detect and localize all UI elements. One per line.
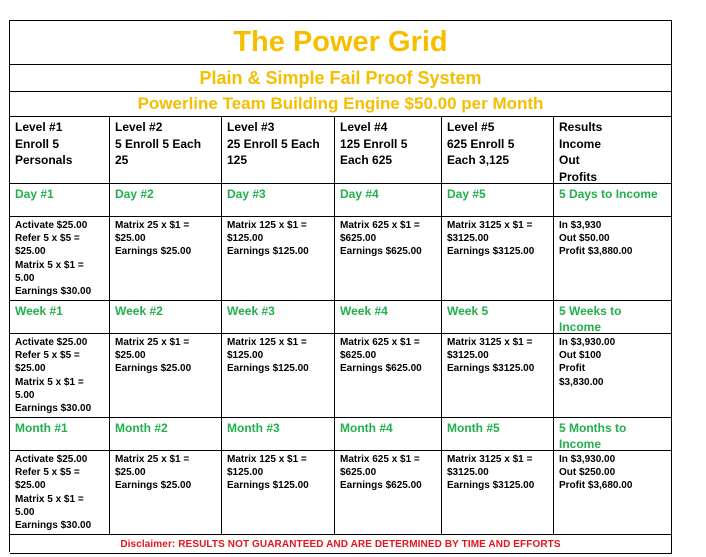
period-label-cell: Day #1 [10, 184, 110, 217]
period-label-cell: 5 Weeks to Income [554, 301, 672, 334]
detail-cell: Matrix 25 x $1 = $25.00 Earnings $25.00 [110, 217, 222, 301]
period-label-cell: Week #1 [10, 301, 110, 334]
header-cell-level-4: Level #4 125 Enroll 5 Each 625 [335, 117, 442, 184]
detail-cell: Matrix 625 x $1 = $625.00 Earnings $625.00 [335, 334, 442, 418]
page-subtitle-secondary: Powerline Team Building Engine $50.00 per Month [10, 92, 672, 117]
header-cell-level-3: Level #3 25 Enroll 5 Each 125 [222, 117, 335, 184]
period-label-cell: Month #1 [10, 418, 110, 451]
header-cell-level-1: Level #1 Enroll 5 Personals [10, 117, 110, 184]
detail-cell: Matrix 25 x $1 = $25.00 Earnings $25.00 [110, 334, 222, 418]
detail-cell: Matrix 3125 x $1 = $3125.00 Earnings $3125.00 [442, 217, 554, 301]
detail-cell: In $3,930 Out $50.00 Profit $3,880.00 [554, 217, 672, 301]
header-cell-level-6: Results Income Out Profits [554, 117, 672, 184]
period-label-cell: Week #2 [110, 301, 222, 334]
header-cell-level-2: Level #2 5 Enroll 5 Each 25 [110, 117, 222, 184]
detail-cell: Matrix 125 x $1 = $125.00 Earnings $125.00 [222, 334, 335, 418]
period-label-cell: Week 5 [442, 301, 554, 334]
period-label-cell: 5 Months to Income [554, 418, 672, 451]
page-subtitle: Plain & Simple Fail Proof System [10, 65, 672, 92]
detail-cell: Activate $25.00 Refer 5 x $5 = $25.00 Matrix 5 x $1 = 5.00 Earnings $30.00 [10, 334, 110, 418]
detail-cell: Matrix 625 x $1 = $625.00 Earnings $625.00 [335, 217, 442, 301]
detail-cell: Matrix 125 x $1 = $125.00 Earnings $125.00 [222, 217, 335, 301]
detail-cell: Activate $25.00 Refer 5 x $5 = $25.00 Matrix 5 x $1 = 5.00 Earnings $30.00 [10, 217, 110, 301]
header-cell-level-5: Level #5 625 Enroll 5 Each 3,125 [442, 117, 554, 184]
period-label-cell: Day #3 [222, 184, 335, 217]
detail-cell: Matrix 125 x $1 = $125.00 Earnings $125.00 [222, 451, 335, 535]
page-title: The Power Grid [10, 21, 672, 65]
detail-cell: Matrix 3125 x $1 = $3125.00 Earnings $3125.00 [442, 334, 554, 418]
detail-cell: In $3,930.00 Out $250.00 Profit $3,680.00 [554, 451, 672, 535]
detail-cell: Activate $25.00 Refer 5 x $5 = $25.00 Matrix 5 x $1 = 5.00 Earnings $30.00 [10, 451, 110, 535]
detail-cell: In $3,930.00 Out $100 Profit $3,830.00 [554, 334, 672, 418]
period-label-cell: Month #3 [222, 418, 335, 451]
detail-cell: Matrix 625 x $1 = $625.00 Earnings $625.00 [335, 451, 442, 535]
period-label-cell: Week #4 [335, 301, 442, 334]
period-label-cell: Month #2 [110, 418, 222, 451]
detail-cell: Matrix 3125 x $1 = $3125.00 Earnings $3125.00 [442, 451, 554, 535]
power-grid-sheet [9, 20, 672, 552]
period-label-cell: Day #2 [110, 184, 222, 217]
period-label-cell: Day #5 [442, 184, 554, 217]
period-label-cell: Day #4 [335, 184, 442, 217]
period-label-cell: Month #5 [442, 418, 554, 451]
period-label-cell: Month #4 [335, 418, 442, 451]
power-grid-table [10, 117, 672, 535]
disclaimer: Disclaimer: RESULTS NOT GUARANTEED AND ARE DETERMINED BY TIME AND EFFORTS [10, 535, 672, 554]
period-label-cell: 5 Days to Income [554, 184, 672, 217]
detail-cell: Matrix 25 x $1 = $25.00 Earnings $25.00 [110, 451, 222, 535]
period-label-cell: Week #3 [222, 301, 335, 334]
